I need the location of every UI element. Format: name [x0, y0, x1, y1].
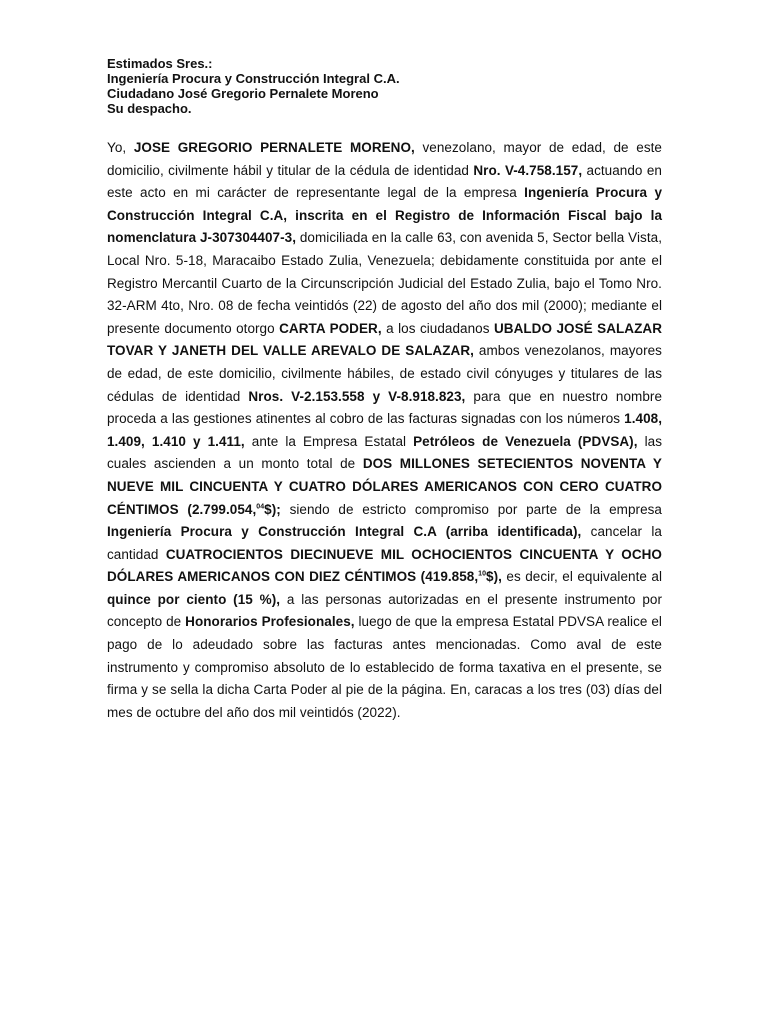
text-segment: luego de que la empresa Estatal PDVSA realice el pago de lo adeudado sobre las facturas antes mencionadas. Como aval de este instrumento y compromiso absoluto de lo establecido de forma taxativa en el presente, se firma y se sella la dicha Carta Poder al pie de la página. En, caracas a los tres (03) días del mes de octubre del año dos mil veintidós (2022).: [107, 614, 662, 720]
fee-percentage: quince por ciento (15 %),: [107, 591, 281, 607]
text-segment: es decir, el equivalente al: [501, 569, 662, 585]
text-segment: siendo de estricto compromiso por parte de la empresa: [280, 501, 662, 517]
text-segment: ambos venezolanos, mayores de edad, de este domicilio, civilmente hábiles, de estado civil cónyuges y titulares de las cédulas de identidad: [107, 343, 662, 404]
attorneys-names: UBALDO JOSÉ SALAZAR TOVAR Y JANETH DEL VALLE AREVALO DE SALAZAR,: [107, 320, 662, 359]
fee-amount-cents: 10: [478, 570, 487, 578]
text-segment: a las personas autorizadas en el presente instrumento por concepto de: [107, 591, 662, 630]
fee-amount-suffix: $),: [486, 569, 502, 585]
total-amount-suffix: $);: [264, 501, 281, 517]
attorneys-ids: Nros. V-2.153.558 y V-8.918.823,: [248, 388, 466, 404]
text-segment: cancelar la cantidad: [107, 524, 662, 562]
grantor-id: Nro. V-4.758.157,: [473, 162, 583, 178]
recipient-person: Ciudadano José Gregorio Pernalete Moreno: [107, 86, 379, 101]
state-company: Petróleos de Venezuela (PDVSA),: [413, 433, 638, 449]
fee-concept: Honorarios Profesionales,: [185, 614, 355, 630]
salutation-block: [107, 56, 662, 116]
text-segment: ante la Empresa Estatal: [244, 433, 414, 449]
text-segment: las cuales ascienden a un monto total de: [107, 433, 663, 472]
text-segment: para que en nuestro nombre proceda a las gestiones atinentes al cobro de las facturas signadas con los números: [107, 388, 663, 427]
text-segment: venezolano, mayor de edad, de este domicilio, civilmente hábil y titular de la cédula de identidad: [107, 140, 662, 178]
total-amount-cents: 04: [256, 503, 265, 510]
company-name: Ingeniería Procura y Construcción Integral C.A (arriba identificada),: [107, 524, 582, 540]
salutation-line: Estimados Sres.:: [107, 56, 213, 71]
letter-body: [107, 137, 662, 724]
invoice-numbers: 1.408, 1.409, 1.410 y 1.411,: [107, 411, 662, 449]
fee-amount-text: CUATROCIENTOS DIECINUEVE MIL OCHOCIENTOS CINCUENTA Y OCHO DÓLARES AMERICANOS CON DIEZ CÉNTIMOS (419.858,: [107, 546, 662, 585]
document-type: CARTA PODER,: [279, 320, 382, 336]
text-segment: actuando en este acto en mi carácter de representante legal de la empresa: [107, 162, 662, 201]
company-registration: Ingeniería Procura y Construcción Integral C.A, inscrita en el Registro de Información Fiscal bajo la nomenclatura J-307304407-3,: [107, 185, 662, 246]
total-amount-text: DOS MILLONES SETECIENTOS NOVENTA Y NUEVE MIL CINCUENTA Y CUATRO DÓLARES AMERICANOS CON CERO CUATRO CÉNTIMOS (2.799.054,: [107, 456, 662, 517]
text-segment: domiciliada en la calle 63, con avenida 5, Sector bella Vista, Local Nro. 5-18, Maracaibo Estado Zulia, Venezuela; debidamente constituida por ante el Registro Mercantil Cuarto de la Circunscripción Judicial del Estado Zulia, bajo el Tomo Nro. 32-ARM 4to, Nro. 08 de fecha veintidós (22) de agosto del año dos mil (2000); mediante el presente documento otorgo: [107, 230, 662, 336]
recipient-company: Ingeniería Procura y Construcción Integral C.A.: [107, 71, 400, 86]
closing-salutation: Su despacho.: [107, 101, 192, 116]
grantor-name: JOSE GREGORIO PERNALETE MORENO,: [133, 140, 415, 155]
text-segment: a los ciudadanos: [381, 320, 494, 336]
text-segment: Yo,: [107, 140, 134, 155]
